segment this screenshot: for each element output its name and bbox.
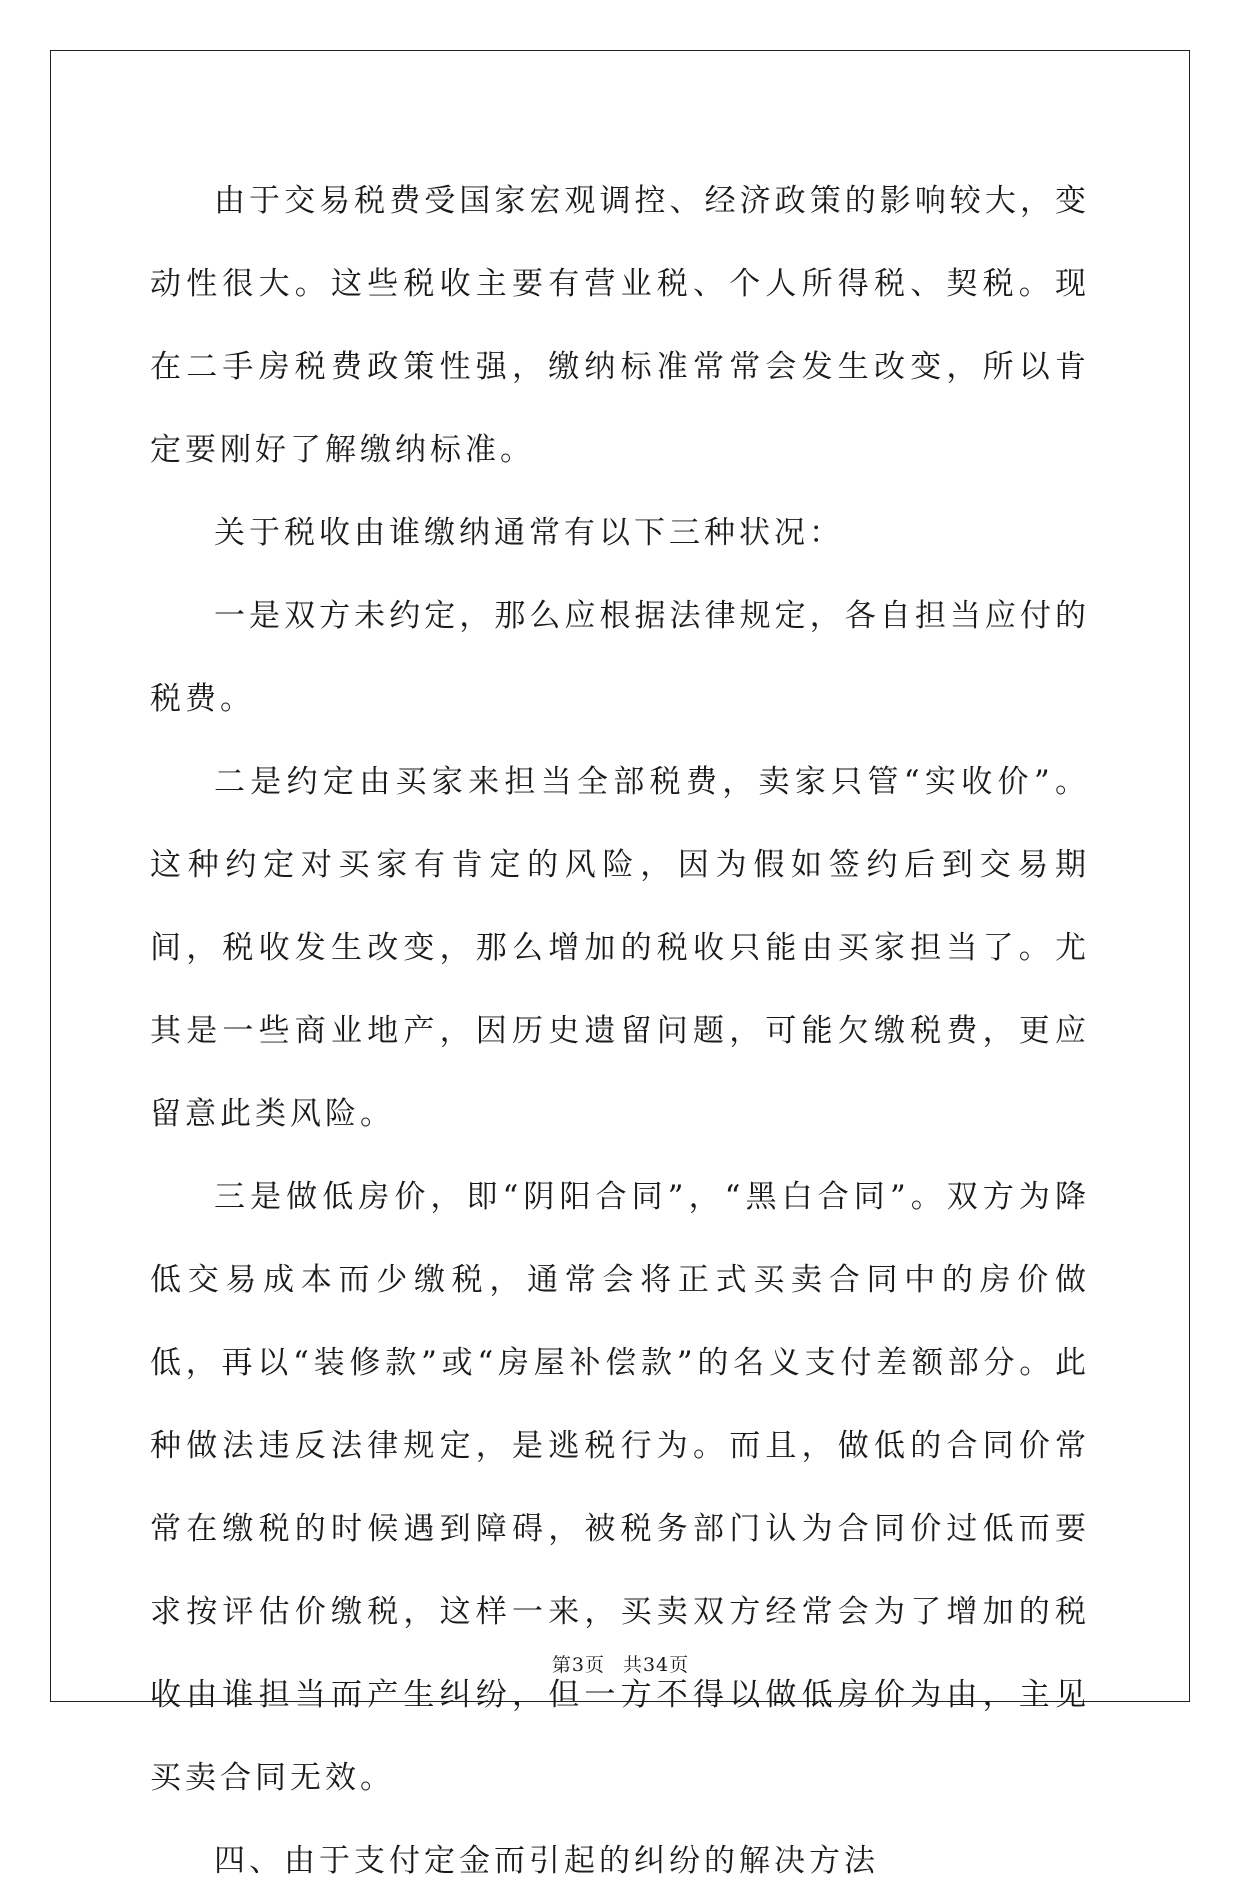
paragraph-case-three: 三是做低房价，即“阴阳合同”，“黑白合同”。双方为降低交易成本而少缴税，通常会将正式买卖合同中的房价做低，再以“装修款”或“房屋补偿款”的名义支付差额部分。此种做法违反法律规定，是逃税行为。而且，做低的合同价常常在缴税的时候遇到障碍，被税务部门认为合同价过低而要求按评估价缴税，这样一来，买卖双方经常会为了增加的税收由谁担当而产生纠纷，但一方不得以做低房价为由，主见买卖合同无效。: [150, 1179, 1090, 1796]
paragraph-case-two: 二是约定由买家来担当全部税费，卖家只管“实收价”。这种约定对买家有肯定的风险，因为假如签约后到交易期间，税收发生改变，那么增加的税收只能由买家担当了。尤其是一些商业地产，因历史遗留问题，可能欠缴税费，更应留意此类风险。: [150, 764, 1090, 1132]
section-heading-deposit-disputes: 四、由于支付定金而引起的纠纷的解决方法: [214, 1843, 879, 1879]
page-number: 第3页: [551, 1654, 605, 1676]
paragraph-case-one: 一是双方未约定，那么应根据法律规定，各自担当应付的税费。: [150, 598, 1090, 717]
total-pages: 共34页: [622, 1654, 690, 1676]
document-body: [150, 160, 1090, 1903]
paragraph-payment-cases-intro: 关于税收由谁缴纳通常有以下三种状况：: [214, 515, 844, 551]
page-footer: [0, 1650, 1241, 1677]
paragraph-tax-policy: 由于交易税费受国家宏观调控、经济政策的影响较大，变动性很大。这些税收主要有营业税、个人所得税、契税。现在二手房税费政策性强，缴纳标准常常会发生改变，所以肯定要刚好了解缴纳标准。: [150, 183, 1090, 468]
